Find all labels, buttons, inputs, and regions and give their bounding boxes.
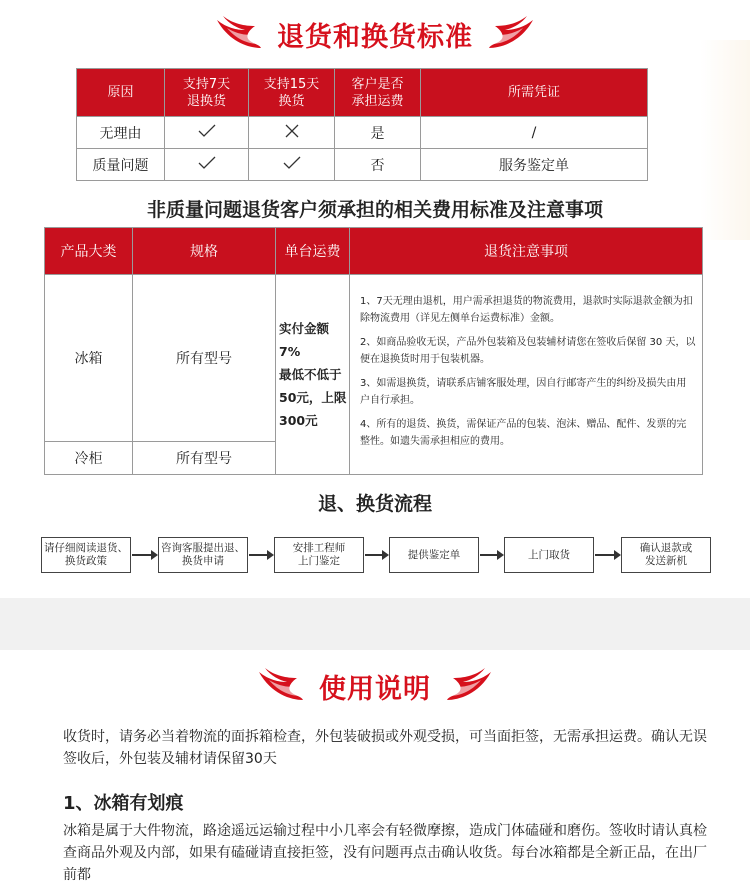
arrow-right-icon — [480, 554, 502, 556]
reason-cell: 无理由 — [77, 117, 165, 149]
right-wing-icon — [487, 14, 535, 54]
flow-step: 安排工程师 上门鉴定 — [274, 537, 364, 573]
proof-cell: / — [421, 117, 648, 149]
category-cell: 冰箱 — [45, 275, 133, 442]
cross-icon — [249, 117, 335, 149]
flow-step: 请仔细阅读退货、 换货政策 — [41, 537, 131, 573]
return-notes — [350, 275, 703, 475]
fee-header: 产品大类 — [45, 228, 133, 275]
page-title: 退货和换货标准 — [277, 21, 473, 53]
flow-step: 提供鉴定单 — [389, 537, 479, 573]
left-wing-icon — [215, 14, 263, 54]
fee-table — [44, 227, 703, 475]
usage-intro: 收货时，请务必当着物流的面拆箱检查，外包装破损或外观受损，可当面拒签，无需承担运费。确认无误签收后，外包装及辅材请保留30天 — [63, 729, 707, 767]
category-cell: 冷柜 — [45, 442, 133, 475]
note-item: 4、所有的退货、换货，需保证产品的包装、泡沫、赠品、配件、发票的完整性。如遗失需承担相应的费用。 — [360, 419, 687, 447]
flow-step: 上门取货 — [504, 537, 594, 573]
spec-cell: 所有型号 — [133, 442, 276, 475]
spec-cell: 所有型号 — [133, 275, 276, 442]
reason-cell: 质量问题 — [77, 149, 165, 181]
table-row — [77, 117, 648, 149]
fee-section-title: 非质量问题退货客户须承担的相关费用标准及注意事项 — [146, 199, 603, 221]
usage-header — [0, 666, 750, 706]
arrow-right-icon — [249, 554, 272, 556]
shipping-fee-cell: 实付金额7% 最低不低于 50元，上限 300元 — [276, 275, 350, 475]
fee-header: 规格 — [133, 228, 276, 275]
flow-title: 退、换货流程 — [317, 493, 432, 515]
note-item: 1、7天无理由退机，用户需承担退货的物流费用，退款时实际退款金额为扣除物流费用（详见左侧单台运费标准）金额。 — [360, 296, 693, 324]
note-item: 2、如商品验收无误，产品外包装箱及包装辅材请您在签收后保留 30 天，以便在退换货时用于包装机器。 — [360, 337, 696, 365]
right-wing-icon — [445, 666, 493, 706]
table-row — [77, 149, 648, 181]
check-icon — [165, 149, 249, 181]
check-icon — [165, 117, 249, 149]
header — [0, 14, 750, 54]
check-icon — [249, 149, 335, 181]
section-divider — [0, 598, 750, 650]
arrow-right-icon — [365, 554, 387, 556]
section-heading: 1、冰箱有划痕 — [63, 793, 184, 814]
usage-title: 使用说明 — [319, 673, 431, 705]
section-text: 冰箱是属于大件物流，路途遥远运输过程中小几率会有轻微摩擦，造成门体磕碰和磨伤。签收时请认真检查商品外观及内部，如果有磕碰请直接拒签，没有问题再点击确认收货。每台冰箱都是全新正品，在出厂前都 — [63, 823, 707, 883]
note-item: 3、如需退换货，请联系店铺客服处理，因自行邮寄产生的纠纷及损失由用户自行承担。 — [360, 378, 687, 406]
policy-header: 客户是否 承担运费 — [335, 69, 421, 117]
fee-header: 退货注意事项 — [350, 228, 703, 275]
policy-header: 支持15天 换货 — [249, 69, 335, 117]
flow-step: 咨询客服提出退、 换货申请 — [158, 537, 248, 573]
arrow-right-icon — [595, 554, 619, 556]
policy-header: 支持7天 退换货 — [165, 69, 249, 117]
left-wing-icon — [257, 666, 305, 706]
return-flow — [41, 537, 713, 575]
arrow-right-icon — [132, 554, 156, 556]
table-row — [45, 275, 703, 442]
fee-cell: 是 — [335, 117, 421, 149]
policy-header: 原因 — [77, 69, 165, 117]
fee-header: 单台运费 — [276, 228, 350, 275]
policy-header: 所需凭证 — [421, 69, 648, 117]
proof-cell: 服务鉴定单 — [421, 149, 648, 181]
policy-table — [76, 68, 648, 181]
fee-cell: 否 — [335, 149, 421, 181]
flow-step: 确认退款或 发送新机 — [621, 537, 711, 573]
